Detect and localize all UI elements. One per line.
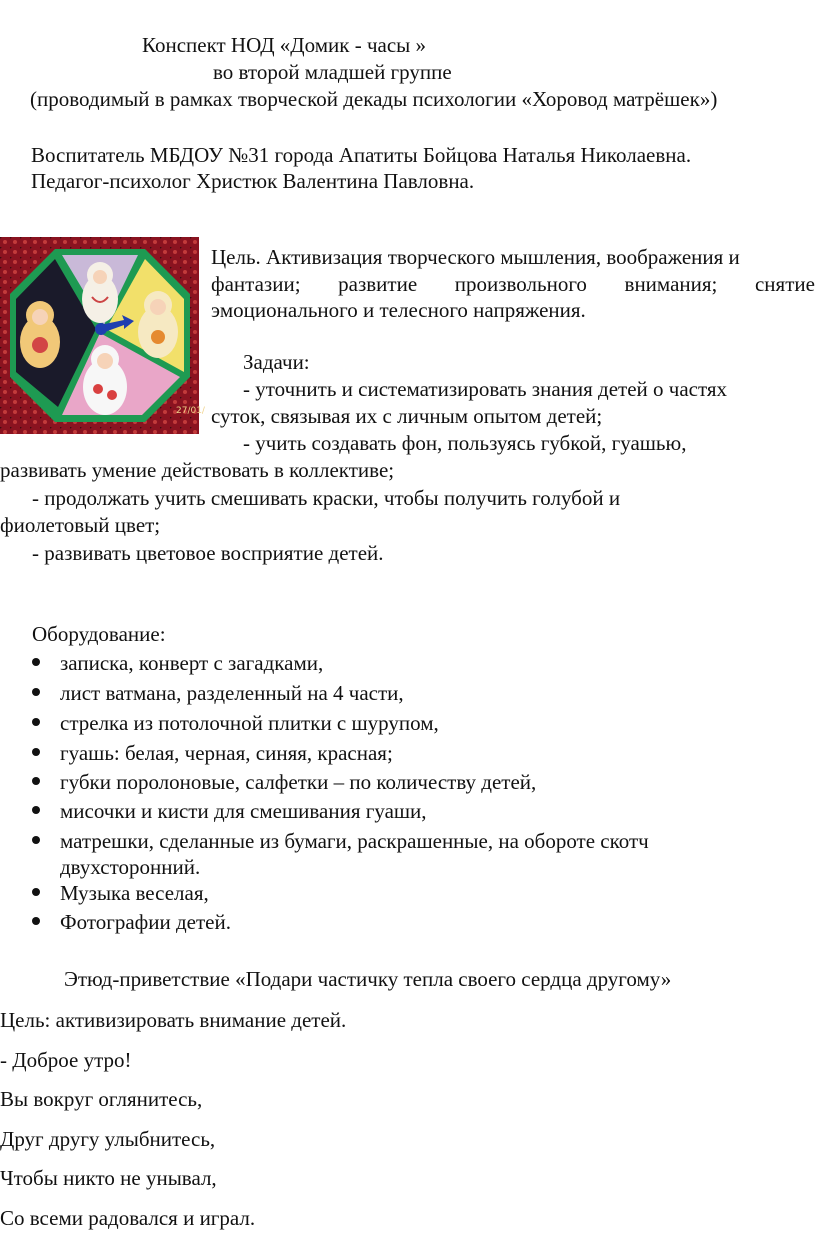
bullet	[30, 886, 42, 898]
matryoshka-board-photo	[0, 237, 205, 434]
task-3-line-2: фиолетовый цвет;	[0, 513, 161, 537]
equipment-item: гуашь: белая, черная, синяя, красная;	[60, 741, 393, 765]
bullet	[30, 686, 42, 698]
goal-line-3: эмоционального и телесного напряжения.	[211, 298, 586, 322]
equipment-item-continuation: двухсторонний.	[60, 855, 201, 879]
equipment-item: мисочки и кисти для смешивания гуаши,	[60, 799, 427, 823]
equipment-item: стрелка из потолочной плитки с шурупом,	[60, 711, 439, 735]
etude-line: Друг другу улыбнитесь,	[0, 1127, 216, 1151]
equipment-item: Фотографии детей.	[60, 910, 231, 934]
author-line-1: Воспитатель МБДОУ №31 города Апатиты Бойцова Наталья Николаевна.	[31, 143, 692, 167]
goal-word: снятие	[754, 272, 815, 296]
etude-line: - Доброе утро!	[0, 1048, 132, 1072]
tasks-heading: Задачи:	[243, 350, 310, 374]
etude-line: Вы вокруг оглянитесь,	[0, 1087, 203, 1111]
etude-heading: Этюд-приветствие «Подари частичку тепла своего сердца другому»	[64, 967, 672, 991]
etude-line: Со всеми радовался и играл.	[0, 1206, 256, 1230]
equipment-heading: Оборудование:	[32, 622, 166, 646]
task-4: - развивать цветовое восприятие детей.	[32, 541, 384, 565]
task-1-line-1: - уточнить и систематизировать знания детей о частях	[243, 377, 728, 401]
goal-word: развитие	[338, 272, 418, 296]
goal-word: фантазии;	[211, 272, 301, 296]
bullet	[30, 656, 42, 668]
bullet	[30, 915, 42, 927]
equipment-item: записка, конверт с загадками,	[60, 651, 324, 675]
bullet	[30, 746, 42, 758]
document-subtitle: во второй младшей группе	[213, 60, 452, 84]
photo-date-stamp: 27/01/	[176, 406, 205, 416]
equipment-item: матрешки, сделанные из бумаги, раскрашенные, на обороте скотч	[60, 829, 649, 853]
document-title: Конспект НОД «Домик - часы »	[142, 33, 427, 57]
bullet	[30, 716, 42, 728]
task-3-line-1: - продолжать учить смешивать краски, чтобы получить голубой и	[32, 486, 621, 510]
bullet	[30, 804, 42, 816]
etude-goal: Цель: активизировать внимание детей.	[0, 1008, 347, 1032]
task-2-line-2: развивать умение действовать в коллективе;	[0, 458, 395, 482]
goal-word: произвольного	[454, 272, 587, 296]
author-line-2: Педагог-психолог Христюк Валентина Павловна.	[31, 169, 475, 193]
equipment-item: губки поролоновые, салфетки – по количеству детей,	[60, 770, 537, 794]
bullet	[30, 834, 42, 846]
equipment-item: лист ватмана, разделенный на 4 части,	[60, 681, 404, 705]
goal-word: внимания;	[624, 272, 718, 296]
task-2-line-1: - учить создавать фон, пользуясь губкой, гуашью,	[243, 431, 687, 455]
equipment-item: Музыка веселая,	[60, 881, 209, 905]
document-context: (проводимый в рамках творческой декады психологии «Хоровод матрёшек»)	[30, 87, 718, 111]
bullet	[30, 775, 42, 787]
etude-line: Чтобы никто не унывал,	[0, 1166, 217, 1190]
goal-line-1: Цель. Активизация творческого мышления, воображения и	[211, 245, 740, 269]
task-1-line-2: суток, связывая их с личным опытом детей;	[211, 404, 603, 428]
goal-line-2	[211, 272, 815, 296]
